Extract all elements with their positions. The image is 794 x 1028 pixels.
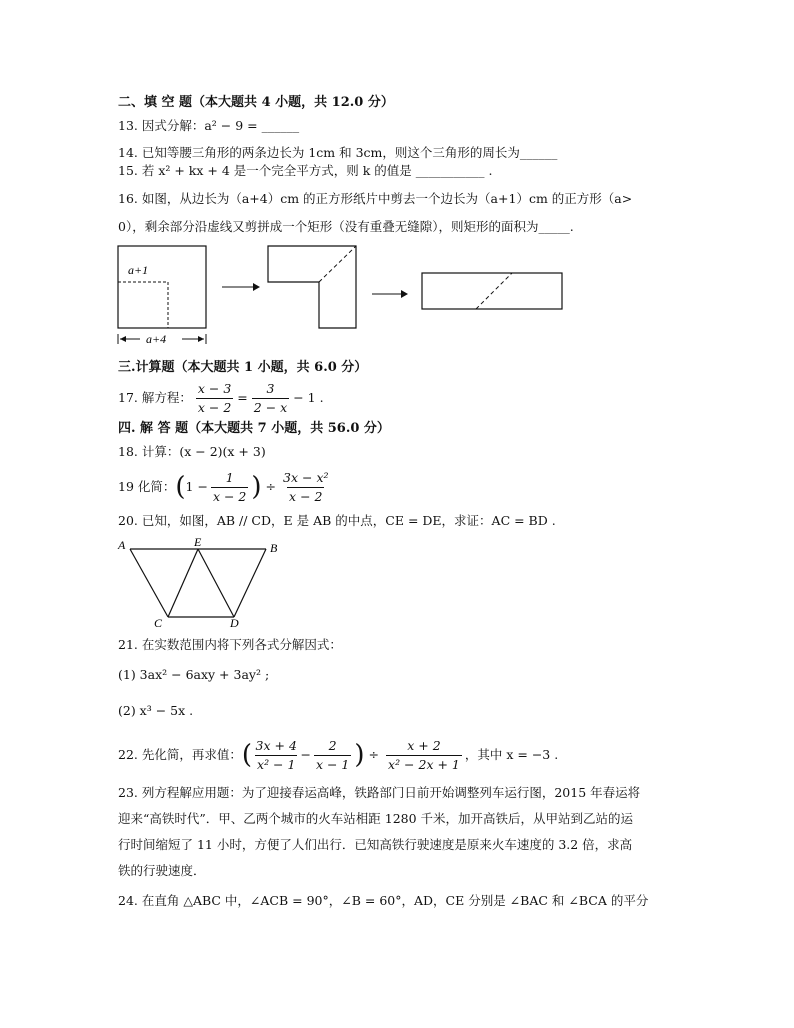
q22-numerator-2: 2 [328,737,337,753]
label-a-plus-1: a+1 [128,263,149,277]
question-20: 20. 已知，如图，AB // CD，E 是 AB 的中点，CE = DE，求证：AC = BD . [118,513,556,528]
question-14: 14. 已知等腰三角形的两条边长为 1cm 和 3cm，则这个三角形的周长为______ [118,145,558,160]
q17-fraction-1 [196,380,233,417]
q17-denominator-1: x − 2 [197,399,232,415]
q17-fraction-2 [252,380,289,417]
point-e-label: E [194,535,202,549]
q19-fraction-2 [283,469,328,506]
q19-denominator-2: x − 2 [289,488,323,504]
label-a-plus-4: a+4 [146,332,167,346]
question-13: 13. 因式分解：a² − 9 = ______ [118,118,300,133]
q22-divide: ÷ [368,747,380,762]
point-d-label: D [230,616,239,630]
q16-figure [110,240,580,350]
segment-ce [168,549,198,617]
q22-denominator-2: x − 1 [315,756,350,772]
q17-denominator-2: 2 − x [253,399,288,415]
question-22: 22. 先化简，再求值： ( $\frac{3x + 4}{\text{x² − 1}}$ − $\frac{2}{x - 1}$ ) ÷ $\frac{x + 2}{\text{x² − 2x + 1}}$ ，其中 x = −3 . [118,737,559,772]
point-c-label: C [154,616,163,630]
question-23-line-1: 23. 列方程解应用题：为了迎接春运高峰，铁路部门日前开始调整列车运行图，2015 年春运将 [118,785,641,800]
segment-ac [130,549,168,617]
question-21-part-2: (2) x³ − 5x . [118,703,194,718]
q22-denominator-3: x² − 2x + 1 [388,756,460,772]
question-18: 18. 计算：(x − 2)(x + 3) [118,444,266,459]
q22-minus: − [300,747,311,762]
question-17 [118,378,324,418]
q22-prefix: 22. 先化简，再求值： [118,747,242,762]
q17-equals: = [237,390,248,405]
point-a-label: A [118,538,126,552]
question-21: 21. 在实数范围内将下列各式分解因式： [118,637,342,652]
q22-fraction-3 [386,737,462,774]
q22-fraction-1 [255,737,297,774]
question-24: 24. 在直角 △ABC 中，∠ACB = 90°，∠B = 60°，AD，CE 分别是 ∠BAC 和 ∠BCA 的平分 [118,893,649,908]
q19-divide: ÷ [265,479,277,494]
q19-one-minus: 1 − [185,479,208,494]
point-b-label: B [270,541,278,555]
large-square [118,246,206,328]
segment-bd [234,549,266,617]
question-23-line-3: 行时间缩短了 11 小时，方便了人们出行．已知高铁行驶速度是原来火车速度的 3.2 倍，求高 [118,837,633,852]
question-15: 15. 若 x² + kx + 4 是一个完全平方式，则 k 的值是 ___________ . [118,163,493,178]
q22-numerator-1: 3x + 4 [255,737,297,753]
q17-numerator-2: 3 [266,380,275,396]
q19-denominator-1: x − 2 [212,488,247,504]
question-16-line-2: 0），剩余部分沿虚线又剪拼成一个矩形（没有重叠无缝隙），则矩形的面积为_____. [118,219,574,234]
q22-fraction-2 [314,737,351,774]
q22-tail: ，其中 x = −3 . [464,747,559,762]
rectangle-diagonal [476,273,512,309]
l-shape [268,246,356,328]
section-2-header: 二、填 空 题（本大题共 4 小题，共 12.0 分） [118,95,394,110]
cut-line [118,282,168,328]
q22-numerator-3: x + 2 [407,737,441,753]
q19-prefix: 19 化简： [118,479,176,494]
question-21-part-1: (1) 3ax² − 6axy + 3ay² ; [118,667,270,682]
result-rectangle [422,273,562,309]
question-16-line-1: 16. 如图，从边长为（a+4）cm 的正方形纸片中剪去一个边长为（a+1）cm 的正方形（a> [118,191,633,206]
q17-prefix: 17. 解方程： [118,390,192,405]
q20-figure [112,535,292,630]
q22-denominator-1: x² − 1 [257,756,296,772]
question-23-line-2: 迎来“高铁时代”．甲、乙两个城市的火车站相距 1280 千米，加开高铁后，从甲站到乙站的运 [118,811,634,826]
segment-de [198,549,234,617]
question-23-line-4: 铁的行驶速度． [118,863,206,878]
l-shape-diagonal [319,246,356,282]
q17-tail: − 1 . [293,390,324,405]
q19-numerator-1: 1 [225,469,234,485]
q17-numerator-1: x − 3 [197,380,232,396]
section-3-header: 三.计算题（本大题共 1 小题，共 6.0 分） [118,360,368,375]
q19-fraction-1 [211,469,248,506]
q19-numerator-2: 3x − x² [283,469,329,485]
section-4-header: 四. 解 答 题（本大题共 7 小题，共 56.0 分） [118,421,390,436]
question-19: 19 化简： ( 1 − $\frac{1}{x - 2}$ ) ÷ $\frac{\text{3x − x²}}{x - 2}$ [118,469,329,504]
